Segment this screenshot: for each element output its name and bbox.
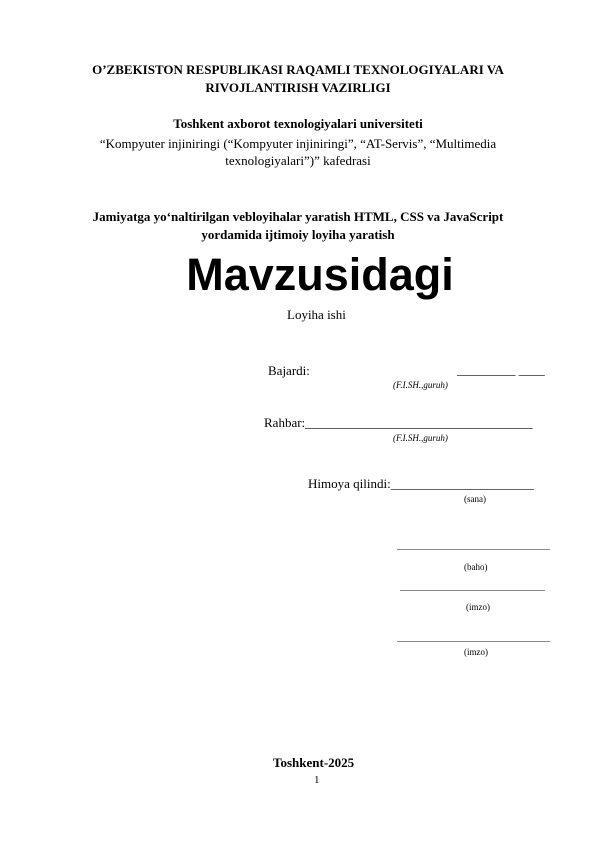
imzo-line-2 — [397, 641, 550, 642]
ministry-line-1: O’ZBEKISTON RESPUBLIKASI RAQAMLI TEXNOLOGIYALARI VA — [92, 62, 504, 77]
topic-line-2: yordamida ijtimoiy loyiha yaratish — [201, 227, 395, 242]
page-number: 1 — [314, 774, 320, 786]
work-type: Loyiha ishi — [287, 307, 346, 322]
himoya-label: Himoya qilindi:______________________ — [308, 476, 534, 491]
department-line-1: “Kompyuter injiniringi (“Kompyuter injiniringi”, “AT-Servis”, “Multimedia — [99, 136, 497, 151]
topic-line-1: Jamiyatga yo‘naltirilgan vebloyihalar yaratish HTML, CSS va JavaScript — [92, 209, 504, 224]
imzo-hint-1: (imzo) — [466, 602, 490, 612]
ministry-line-2: RIVOJLANTIRISH VAZIRLIGI — [205, 80, 391, 95]
bajardi-blank: _________ ____ — [457, 362, 545, 377]
imzo-line-1 — [400, 590, 545, 591]
bajardi-hint: (F.I.SH.,guruh) — [393, 380, 448, 390]
bajardi-label: Bajardi: — [268, 363, 310, 378]
baho-hint: (baho) — [464, 562, 488, 572]
sana-hint: (sana) — [464, 494, 486, 504]
baho-line — [397, 549, 550, 550]
rahbar-hint: (F.I.SH.,guruh) — [393, 433, 448, 443]
city-year: Toshkent-2025 — [273, 755, 355, 770]
department-line-2: texnologiyalari”)” kafedrasi — [225, 153, 371, 168]
imzo-hint-2: (imzo) — [464, 647, 488, 657]
rahbar-label: Rahbar:___________________________________ — [264, 415, 533, 430]
university-name: Toshkent axborot texnologiyalari universiteti — [173, 116, 423, 131]
big-title: Mavzusidagi — [186, 249, 454, 300]
